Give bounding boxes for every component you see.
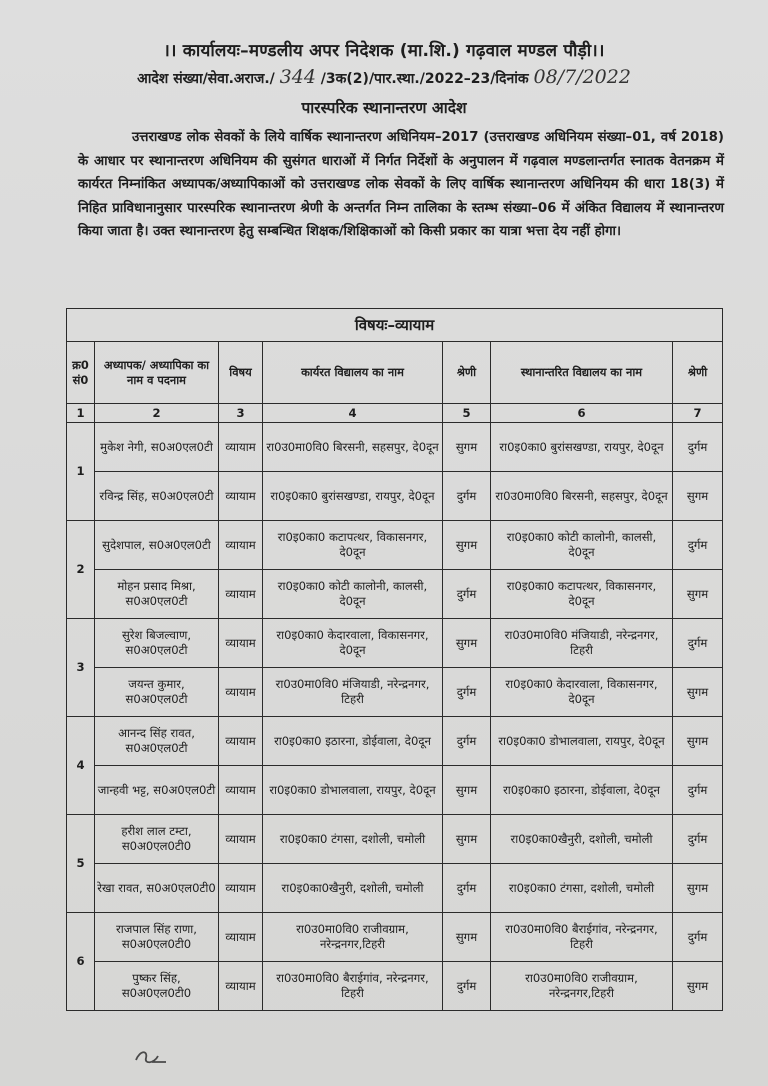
current-school: रा0इ0का0 केदारवाला, विकासनगर, दे0दून	[263, 619, 443, 668]
teacher-name: राजपाल सिंह राणा, स0अ0एल0टी0	[95, 913, 219, 962]
current-category: दुर्गम	[443, 472, 491, 521]
new-category: सुगम	[673, 570, 723, 619]
new-school: रा0इ0का0 टंगसा, दशोली, चमोली	[491, 864, 673, 913]
current-school: रा0इ0का0 डोभालवाला, रायपुर, दे0दून	[263, 766, 443, 815]
new-school: रा0उ0मा0वि0 राजीवग्राम, नरेन्द्रनगर,टिहरी	[491, 962, 673, 1011]
table-row	[67, 668, 723, 717]
office-header: ।। कार्यालयः–मण्डलीय अपर निदेशक (मा.शि.) गढ़वाल मण्डल पौड़ी।।	[163, 41, 605, 61]
current-school: रा0उ0मा0वि0 बिरसनी, सहसपुर, दे0दून	[263, 423, 443, 472]
new-school: रा0इ0का0 डोभालवाला, रायपुर, दे0दून	[491, 717, 673, 766]
teacher-name: हरीश लाल टम्टा, स0अ0एल0टी0	[95, 815, 219, 864]
table-row	[67, 472, 723, 521]
new-category: दुर्गम	[673, 766, 723, 815]
current-category: दुर्गम	[443, 668, 491, 717]
current-category: दुर्गम	[443, 717, 491, 766]
new-category: सुगम	[673, 668, 723, 717]
new-category: सुगम	[673, 962, 723, 1011]
new-school: रा0उ0मा0वि0 मंजियाडी, नरेन्द्रनगर, टिहरी	[491, 619, 673, 668]
teacher-name: जान्हवी भट्ट, स0अ0एल0टी	[95, 766, 219, 815]
new-school: रा0इ0का0 बुरांसखण्डा, रायपुर, दे0दून	[491, 423, 673, 472]
subject-cell: व्यायाम	[219, 472, 263, 521]
column-number-row	[67, 404, 723, 423]
order-body-text: उत्तराखण्ड लोक सेवकों के लिये वार्षिक स्थानान्तरण अधिनियम–2017 (उत्तराखण्ड अधिनियम संख्या–01, वर्ष 2018) के आधार पर स्थानान्तरण अधिनियम की सुसंगत धाराओं में निर्गत निर्देशों के अनुपालन में गढ़वाल मण्डलान्तर्गत स्नातक वेतनक्रम में कार्यरत निम्नांकित अध्यापक/अध्यापिकाओं को उत्तराखण्ड लोक सेवकों के लिए वार्षिक स्थानान्तरण अधिनियम की धारा 18(3) में निहित प्राविधानानुसार पारस्परिक स्थानान्तरण श्रेणी के अन्तर्गत निम्न तालिका के स्तम्भ संख्या–06 में अंकित विद्यालय में स्थानान्तरण किया जाता है। उक्त स्थानान्तरण हेतु सम्बन्धित शिक्षक/शिक्षिकाओं को किसी प्रकार का यात्रा भत्ता देय नहीं होगा।	[78, 130, 724, 240]
subject-cell: व्यायाम	[219, 668, 263, 717]
new-school: रा0इ0का0 कटापत्थर, विकासनगर, दे0दून	[491, 570, 673, 619]
subject-cell: व्यायाम	[219, 570, 263, 619]
table-row	[67, 766, 723, 815]
new-school: रा0इ0का0खैनुरी, दशोली, चमोली	[491, 815, 673, 864]
current-category: दुर्गम	[443, 864, 491, 913]
current-category: सुगम	[443, 619, 491, 668]
column-number: 2	[95, 404, 219, 423]
current-category: सुगम	[443, 815, 491, 864]
current-school: रा0इ0का0 कटापत्थर, विकासनगर, दे0दून	[263, 521, 443, 570]
table-row	[67, 521, 723, 570]
current-category: सुगम	[443, 423, 491, 472]
new-category: दुर्गम	[673, 521, 723, 570]
new-school: रा0इ0का0 इठारना, डोईवाला, दे0दून	[491, 766, 673, 815]
order-title: पारस्परिक स्थानान्तरण आदेश	[301, 99, 467, 117]
table-row	[67, 815, 723, 864]
subject-cell: व्यायाम	[219, 962, 263, 1011]
transfer-table	[66, 308, 723, 1011]
serial-number: 4	[67, 717, 95, 815]
column-header: अध्यापक/ अध्यापिका का नाम व पदनाम	[95, 342, 219, 404]
column-number: 1	[67, 404, 95, 423]
new-category: दुर्गम	[673, 815, 723, 864]
current-school: रा0इ0का0 बुरांसखण्डा, रायपुर, दे0दून	[263, 472, 443, 521]
table-row	[67, 962, 723, 1011]
column-header: विषय	[219, 342, 263, 404]
subject-cell: व्यायाम	[219, 717, 263, 766]
serial-number: 3	[67, 619, 95, 717]
order-number-line	[0, 66, 768, 88]
current-school: रा0उ0मा0वि0 बैराईगांव, नरेन्द्रनगर, टिहरी	[263, 962, 443, 1011]
subject-cell: व्यायाम	[219, 619, 263, 668]
subject-cell: व्यायाम	[219, 864, 263, 913]
table-row	[67, 619, 723, 668]
teacher-name: पुष्कर सिंह, स0अ0एल0टी0	[95, 962, 219, 1011]
column-header: श्रेणी	[443, 342, 491, 404]
new-category: दुर्गम	[673, 913, 723, 962]
new-category: सुगम	[673, 472, 723, 521]
new-school: रा0इ0का0 कोटी कालोनी, कालसी, दे0दून	[491, 521, 673, 570]
current-school: रा0इ0का0खैनुरी, दशोली, चमोली	[263, 864, 443, 913]
column-number: 7	[673, 404, 723, 423]
table-row	[67, 913, 723, 962]
table-row	[67, 570, 723, 619]
column-header: श्रेणी	[673, 342, 723, 404]
current-category: सुगम	[443, 766, 491, 815]
teacher-name: मोहन प्रसाद मिश्रा, स0अ0एल0टी	[95, 570, 219, 619]
current-school: रा0उ0मा0वि0 राजीवग्राम, नरेन्द्रनगर,टिहरी	[263, 913, 443, 962]
new-category: दुर्गम	[673, 423, 723, 472]
signature-scribble-icon	[134, 1046, 168, 1068]
order-prefix: आदेश संख्या/सेवा.अराज./	[137, 71, 275, 87]
new-category: सुगम	[673, 717, 723, 766]
column-header: स्थानान्तरित विद्यालय का नाम	[491, 342, 673, 404]
teacher-name: रविन्द्र सिंह, स0अ0एल0टी	[95, 472, 219, 521]
current-school: रा0इ0का0 इठारना, डोईवाला, दे0दून	[263, 717, 443, 766]
subject-heading: विषयः–व्यायाम	[67, 309, 723, 342]
serial-number: 6	[67, 913, 95, 1011]
table-row	[67, 717, 723, 766]
new-school: रा0इ0का0 केदारवाला, विकासनगर, दे0दून	[491, 668, 673, 717]
subject-cell: व्यायाम	[219, 815, 263, 864]
teacher-name: सुदेशपाल, स0अ0एल0टी	[95, 521, 219, 570]
subject-cell: व्यायाम	[219, 913, 263, 962]
new-category: दुर्गम	[673, 619, 723, 668]
column-header: क्र0 सं0	[67, 342, 95, 404]
new-school: रा0उ0मा0वि0 बैराईगांव, नरेन्द्रनगर, टिहरी	[491, 913, 673, 962]
serial-number: 2	[67, 521, 95, 619]
current-category: दुर्गम	[443, 962, 491, 1011]
serial-number: 5	[67, 815, 95, 913]
column-header: कार्यरत विद्यालय का नाम	[263, 342, 443, 404]
teacher-name: मुकेश नेगी, स0अ0एल0टी	[95, 423, 219, 472]
current-school: रा0इ0का0 कोटी कालोनी, कालसी, दे0दून	[263, 570, 443, 619]
teacher-name: जयन्त कुमार, स0अ0एल0टी	[95, 668, 219, 717]
handwritten-mark	[134, 1046, 168, 1074]
serial-number: 1	[67, 423, 95, 521]
current-school: रा0इ0का0 टंगसा, दशोली, चमोली	[263, 815, 443, 864]
order-suffix: /3क(2)/पार.स्था./2022–23/दिनांक	[320, 71, 529, 87]
subject-cell: व्यायाम	[219, 766, 263, 815]
new-category: सुगम	[673, 864, 723, 913]
current-school: रा0उ0मा0वि0 मंजियाडी, नरेन्द्रनगर, टिहरी	[263, 668, 443, 717]
order-date: 08/7/2022	[533, 66, 631, 88]
current-category: सुगम	[443, 521, 491, 570]
table-row	[67, 423, 723, 472]
column-number: 6	[491, 404, 673, 423]
current-category: दुर्गम	[443, 570, 491, 619]
column-number: 5	[443, 404, 491, 423]
teacher-name: सुरेश बिजल्वाण, स0अ0एल0टी	[95, 619, 219, 668]
column-number: 3	[219, 404, 263, 423]
subject-cell: व्यायाम	[219, 423, 263, 472]
current-category: सुगम	[443, 913, 491, 962]
teacher-name: रेखा रावत, स0अ0एल0टी0	[95, 864, 219, 913]
order-number: 344	[279, 66, 316, 88]
new-school: रा0उ0मा0वि0 बिरसनी, सहसपुर, दे0दून	[491, 472, 673, 521]
table-row	[67, 864, 723, 913]
column-header-row	[67, 342, 723, 404]
subject-cell: व्यायाम	[219, 521, 263, 570]
column-number: 4	[263, 404, 443, 423]
teacher-name: आनन्द सिंह रावत, स0अ0एल0टी	[95, 717, 219, 766]
